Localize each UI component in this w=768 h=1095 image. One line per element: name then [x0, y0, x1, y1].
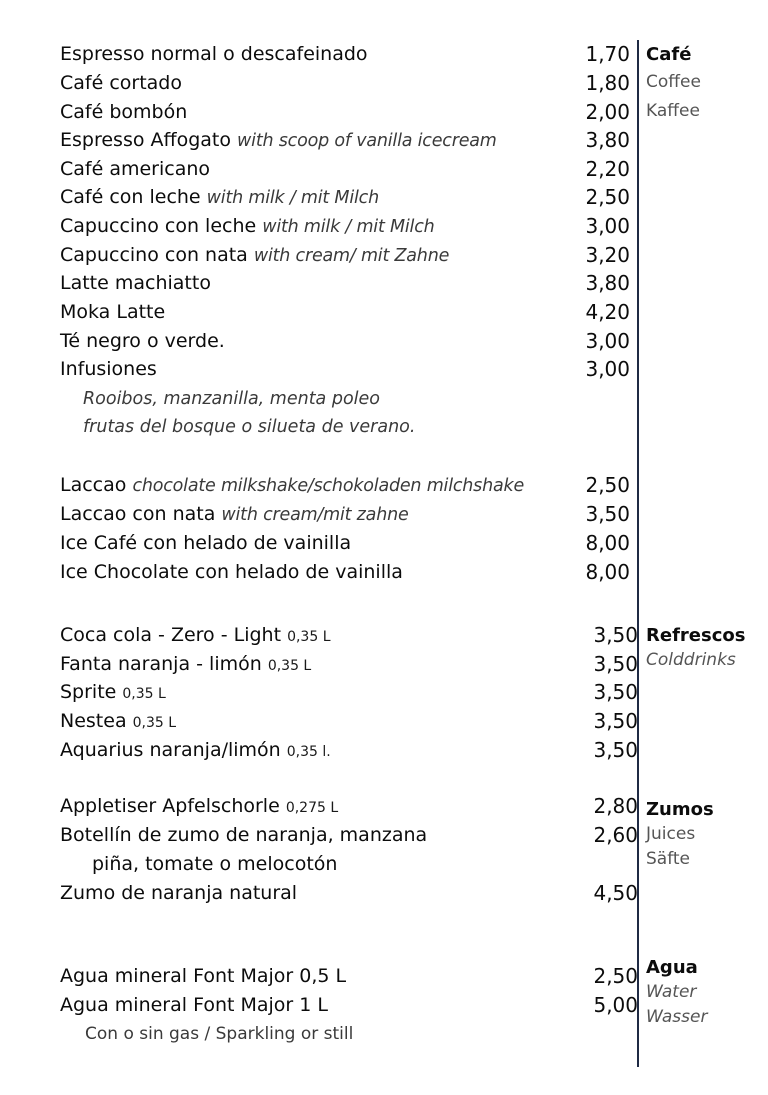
section-title: Refrescos: [646, 625, 746, 646]
menu-item: [60, 962, 638, 991]
section-subtitle: Coffee: [646, 72, 701, 92]
item-price: 3,00: [585, 214, 630, 238]
section-label-softdrinks: [646, 623, 745, 673]
menu-item: [60, 650, 638, 679]
item-price: 2,20: [585, 157, 630, 181]
item-name: Agua mineral Font Major 1 L: [60, 994, 328, 1016]
item-name: Espresso normal o descafeinado: [60, 43, 368, 65]
menu-item: [60, 707, 638, 736]
menu-item: [60, 126, 638, 155]
item-name: Moka Latte: [60, 301, 166, 323]
menu-item: [60, 355, 638, 384]
item-name: Coca cola - Zero - Light 0,35 L: [60, 624, 331, 646]
section-label-water: [646, 955, 707, 1030]
menu-item: [60, 792, 638, 821]
item-price: 3,50: [593, 652, 638, 676]
menu-item: [60, 500, 638, 529]
item-name: Ice Chocolate con helado de vainilla: [60, 561, 403, 583]
menu-item: [60, 269, 638, 298]
item-name: Zumo de naranja natural: [60, 882, 298, 904]
item-name: Aquarius naranja/limón 0,35 l.: [60, 739, 331, 761]
menu-item: [60, 558, 638, 587]
menu-item: [60, 678, 638, 707]
item-price: 3,50: [593, 709, 638, 733]
infusion-note: Rooibos, manzanilla, menta poleo: [83, 389, 380, 409]
section-subtitle: Water: [646, 982, 697, 1002]
item-price: 8,00: [585, 560, 630, 584]
item-name: Capuccino con leche with milk / mit Milch: [60, 215, 435, 237]
menu-item: [60, 212, 638, 241]
item-price: 2,60: [593, 823, 638, 847]
item-description: with milk / mit Milch: [262, 217, 435, 237]
item-price: 2,80: [593, 794, 638, 818]
item-price: 3,50: [585, 502, 630, 526]
item-name: Laccao chocolate milkshake/schokoladen milchshake: [60, 474, 525, 496]
item-name: Latte machiatto: [60, 272, 211, 294]
menu-item: [60, 327, 638, 356]
section-subtitle: Wasser: [646, 1007, 708, 1027]
section-title: Zumos: [646, 799, 714, 820]
item-price: 1,80: [585, 71, 630, 95]
item-name: Agua mineral Font Major 0,5 L: [60, 965, 347, 987]
section-label-juices: [646, 797, 714, 872]
item-name: Botellín de zumo de naranja, manzana: [60, 824, 428, 846]
item-name: Nestea 0,35 L: [60, 710, 177, 732]
item-description: with cream/ mit Zahne: [253, 246, 450, 266]
item-price: 3,20: [585, 243, 630, 267]
item-price: 3,80: [585, 271, 630, 295]
item-name: Fanta naranja - limón 0,35 L: [60, 653, 312, 675]
menu-item: [60, 821, 638, 850]
menu-item: [60, 529, 638, 558]
menu-item: [60, 471, 638, 500]
infusion-note: frutas del bosque o silueta de verano.: [83, 417, 416, 437]
item-name: Sprite 0,35 L: [60, 681, 166, 703]
menu-item: [60, 736, 638, 765]
section-subtitle: Säfte: [646, 849, 691, 869]
item-name: Capuccino con nata with cream/ mit Zahne: [60, 244, 450, 266]
menu-item: [60, 298, 638, 327]
item-name: Té negro o verde.: [60, 330, 225, 352]
item-name: Café con leche with milk / mit Milch: [60, 186, 379, 208]
item-size: 0,275 L: [285, 800, 339, 816]
item-name: Ice Café con helado de vainilla: [60, 532, 352, 554]
menu-item: [60, 183, 638, 212]
item-price: 2,50: [585, 473, 630, 497]
menu-item: [60, 40, 638, 69]
item-name: Infusiones: [60, 358, 157, 380]
section-label-coffee: [646, 42, 701, 124]
menu-item: [60, 879, 638, 908]
item-size: 0,35 l.: [286, 744, 331, 760]
item-price: 2,00: [585, 100, 630, 124]
item-name: Café americano: [60, 158, 211, 180]
item-size: 0,35 L: [287, 629, 331, 645]
item-price: 3,50: [593, 680, 638, 704]
item-price: 3,50: [593, 738, 638, 762]
item-size: 0,35 L: [267, 658, 312, 674]
item-price: 3,00: [585, 329, 630, 353]
item-price: 4,20: [585, 300, 630, 324]
item-price: 3,50: [593, 623, 638, 647]
section-subtitle: Kaffee: [646, 101, 700, 121]
menu-item: [60, 155, 638, 184]
item-price: 5,00: [593, 993, 638, 1017]
item-name: Laccao con nata with cream/mit zahne: [60, 503, 409, 525]
item-size: 0,35 L: [132, 715, 177, 731]
item-description: with cream/mit zahne: [221, 505, 409, 525]
item-price: 8,00: [585, 531, 630, 555]
item-description: with scoop of vanilla icecream: [237, 131, 497, 151]
menu-item: [60, 991, 638, 1020]
item-name: Café bombón: [60, 101, 188, 123]
item-price: 3,80: [585, 128, 630, 152]
section-subtitle: Juices: [646, 824, 696, 844]
item-name: Appletiser Apfelschorle 0,275 L: [60, 795, 339, 817]
item-description: with milk / mit Milch: [206, 188, 379, 208]
item-price: 4,50: [593, 881, 638, 905]
item-price: 3,00: [585, 357, 630, 381]
section-title: Café: [646, 44, 692, 65]
menu-item: [60, 69, 638, 98]
section-title: Agua: [646, 957, 698, 978]
menu-item: [60, 621, 638, 650]
item-price: 1,70: [585, 42, 630, 66]
item-size: 0,35 L: [122, 686, 166, 702]
item-price: 2,50: [593, 964, 638, 988]
section-subtitle: Colddrinks: [646, 650, 736, 670]
item-price: 2,50: [585, 185, 630, 209]
menu-item: [60, 241, 638, 270]
menu-item: [60, 98, 638, 127]
item-name-continuation: piña, tomate o melocotón: [92, 853, 338, 875]
water-note: Con o sin gas / Sparkling or still: [85, 1024, 354, 1044]
item-name: Espresso Affogato with scoop of vanilla icecream: [60, 129, 497, 151]
item-name: Café cortado: [60, 72, 182, 94]
item-description: chocolate milkshake/schokoladen milchshake: [132, 476, 525, 496]
